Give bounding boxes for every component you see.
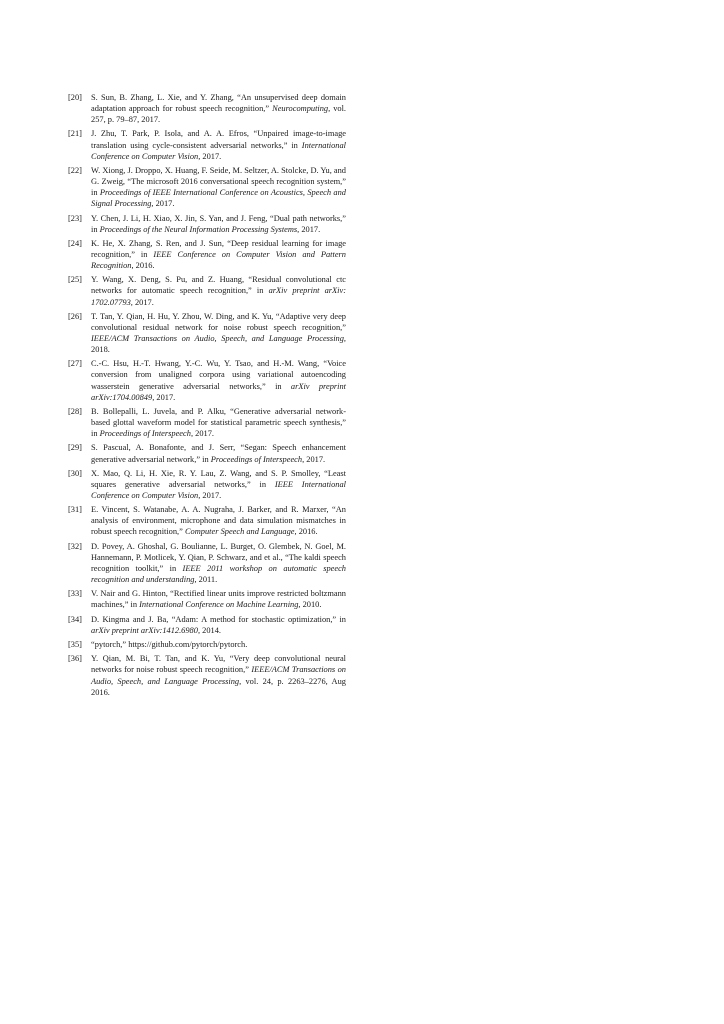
reference-segment: , 2016. (131, 261, 155, 271)
reference-segment: , vol. 24, p. 2263–2276, Aug 2016. (91, 676, 346, 697)
reference-text (91, 128, 346, 161)
reference-number: [28] (68, 406, 82, 416)
reference-segment: “pytorch,” https://github.com/pytorch/pytorch. (91, 640, 248, 650)
reference-entry (68, 588, 346, 610)
reference-entry (68, 274, 346, 307)
reference-number: [32] (68, 541, 82, 551)
reference-venue: Proceedings of IEEE International Conference on Acoustics, Speech and Signal Processing (91, 188, 346, 209)
reference-segment: J. Zhu, T. Park, P. Isola, and A. A. Efros, “Unpaired image-to-image translation using cycle-consistent adversarial networks,” in (91, 129, 346, 150)
reference-segment: , 2018. (91, 334, 346, 355)
reference-venue: IEEE/ACM Transactions on Audio, Speech, and Language Processing (91, 665, 346, 686)
reference-segment: , 2017. (198, 151, 222, 161)
reference-segment: , 2017. (151, 199, 175, 209)
reference-segment: , 2016. (294, 527, 318, 537)
reference-segment: D. Povey, A. Ghoshal, G. Boulianne, L. Burget, O. Glembek, N. Goel, M. Hannemann, P. Motlicek, Y. Qian, P. Schwarz, and et al., “The kaldi speech recognition toolkit,” in (91, 541, 346, 573)
reference-entry (68, 128, 346, 161)
reference-text (91, 406, 346, 439)
reference-number: [25] (68, 275, 82, 285)
reference-entry (68, 238, 346, 271)
reference-segment: V. Nair and G. Hinton, “Rectified linear units improve restricted boltzmann machines,” in (91, 589, 346, 610)
reference-venue: IEEE/ACM Transactions on Audio, Speech, and Language Processing (91, 334, 344, 343)
reference-number: [20] (68, 93, 82, 102)
reference-entry (68, 468, 346, 501)
reference-number: [30] (68, 468, 82, 478)
reference-number: [33] (68, 589, 82, 599)
reference-number: [36] (68, 654, 82, 664)
reference-number: [26] (68, 311, 82, 321)
reference-segment: K. He, X. Zhang, S. Ren, and J. Sun, “Deep residual learning for image recognition,” in (91, 238, 346, 259)
reference-entry (68, 541, 346, 585)
reference-segment: D. Kingma and J. Ba, “Adam: A method for stochastic optimization,” in (91, 614, 346, 624)
reference-segment: W. Xiong, J. Droppo, X. Huang, F. Seide, M. Seltzer, A. Stolcke, D. Yu, and G. Zweig, “The microsoft 2016 conversational speech recognition system,” in (91, 165, 346, 198)
reference-segment: , 2011. (194, 575, 218, 584)
reference-text (91, 588, 346, 610)
reference-segment: B. Bollepalli, L. Juvela, and P. Alku, “Generative adversarial network-based glottal waveform model for statistical parametric speech synthesis,” in (91, 406, 346, 439)
reference-text (91, 165, 346, 209)
reference-text (91, 541, 346, 585)
reference-number: [31] (68, 505, 82, 515)
reference-segment: Y. Qian, M. Bi, T. Tan, and K. Yu, “Very deep convolutional neural networks for noise robust speech recognition,” (91, 654, 346, 675)
reference-segment: T. Tan, Y. Qian, H. Hu, Y. Zhou, W. Ding, and K. Yu, “Adaptive very deep convolutional residual network for noise robust speech recognition,” (91, 311, 346, 332)
reference-venue: Proceedings of Interspeech (210, 454, 303, 464)
reference-segment: , 2017. (198, 490, 222, 500)
reference-entry (68, 614, 346, 636)
reference-number: [35] (68, 640, 82, 650)
reference-entry (68, 358, 346, 402)
reference-venue: arXiv preprint arXiv: 1702.07793 (91, 286, 346, 307)
reference-segment: S. Pascual, A. Bonafonte, and J. Serr, “Segan: Speech enhancement generative adversarial network,” in (91, 443, 346, 464)
reference-segment: C.-C. Hsu, H.-T. Hwang, Y.-C. Wu, Y. Tsao, and H.-M. Wang, “Voice conversion from unaligned corpora using variational autoencoding wasserstein generative adversarial networks,” in (91, 359, 346, 391)
reference-text (91, 639, 346, 650)
reference-segment: X. Mao, Q. Li, H. Xie, R. Y. Lau, Z. Wang, and S. P. Smolley, “Least squares generative adversarial networks,” in (91, 468, 346, 489)
reference-venue: Computer Speech and Language (184, 527, 295, 537)
reference-text (91, 468, 346, 501)
reference-segment: , 2017. (130, 297, 154, 307)
reference-entry (68, 213, 346, 235)
reference-number: [34] (68, 614, 82, 624)
reference-text (91, 274, 346, 307)
reference-entry (68, 311, 346, 355)
reference-entry (68, 442, 346, 464)
reference-number: [22] (68, 165, 82, 175)
reference-text (91, 311, 346, 355)
reference-segment: , 2014. (197, 625, 221, 635)
reference-segment: S. Sun, B. Zhang, L. Xie, and Y. Zhang, “An unsupervised deep domain adaptation approach for robust speech recognition,” (91, 93, 346, 114)
reference-text (91, 614, 346, 636)
reference-segment: Y. Chen, J. Li, H. Xiao, X. Jin, S. Yan, and J. Feng, “Dual path networks,” in (91, 213, 346, 234)
reference-segment: , 2017. (152, 392, 176, 402)
reference-segment: , 2017. (297, 224, 321, 234)
reference-number: [27] (68, 359, 82, 369)
reference-venue: arXiv preprint arXiv:1412.6980 (91, 625, 198, 635)
reference-entry (68, 639, 346, 650)
reference-number: [21] (68, 129, 82, 139)
reference-text (91, 92, 346, 125)
reference-segment: , 2017. (302, 454, 326, 464)
reference-text (91, 238, 346, 271)
reference-number: [23] (68, 213, 82, 223)
reference-venue: Proceedings of the Neural Information Processing Systems (99, 224, 298, 234)
reference-venue: International Conference on Machine Learning (139, 600, 299, 610)
reference-text (91, 358, 346, 402)
reference-entry (68, 504, 346, 537)
reference-segment: , 2017. (190, 429, 214, 439)
reference-venue: IEEE International Conference on Computer Vision (91, 479, 346, 500)
reference-venue: Neurocomputing (272, 104, 329, 114)
reference-venue: IEEE 2011 workshop on automatic speech recognition and understanding (91, 563, 346, 584)
reference-list (68, 92, 346, 701)
reference-text (91, 442, 346, 464)
reference-entry (68, 653, 346, 697)
reference-venue: International Conference on Computer Vision (91, 140, 346, 161)
reference-venue: arXiv preprint arXiv:1704.00849 (91, 381, 347, 402)
reference-entry (68, 165, 346, 209)
reference-entry (68, 92, 346, 125)
reference-text (91, 213, 346, 235)
reference-segment: Y. Wang, X. Deng, S. Pu, and Z. Huang, “Residual convolutional ctc networks for automatic speech recognition,” in (91, 275, 346, 296)
reference-text (91, 653, 346, 697)
reference-text (91, 504, 346, 537)
reference-segment: E. Vincent, S. Watanabe, A. A. Nugraha, J. Barker, and R. Marxer, “An analysis of environment, microphone and data simulation mismatches in robust speech recognition,” (91, 505, 346, 537)
reference-entry (68, 406, 346, 439)
reference-number: [24] (68, 238, 82, 248)
reference-segment: , vol. 257, p. 79–87, 2017. (91, 104, 346, 125)
reference-venue: IEEE Conference on Computer Vision and Pattern Recognition (91, 249, 346, 271)
reference-number: [29] (68, 443, 82, 453)
reference-segment: , 2010. (298, 600, 322, 610)
reference-venue: Proceedings of Interspeech (99, 429, 191, 439)
